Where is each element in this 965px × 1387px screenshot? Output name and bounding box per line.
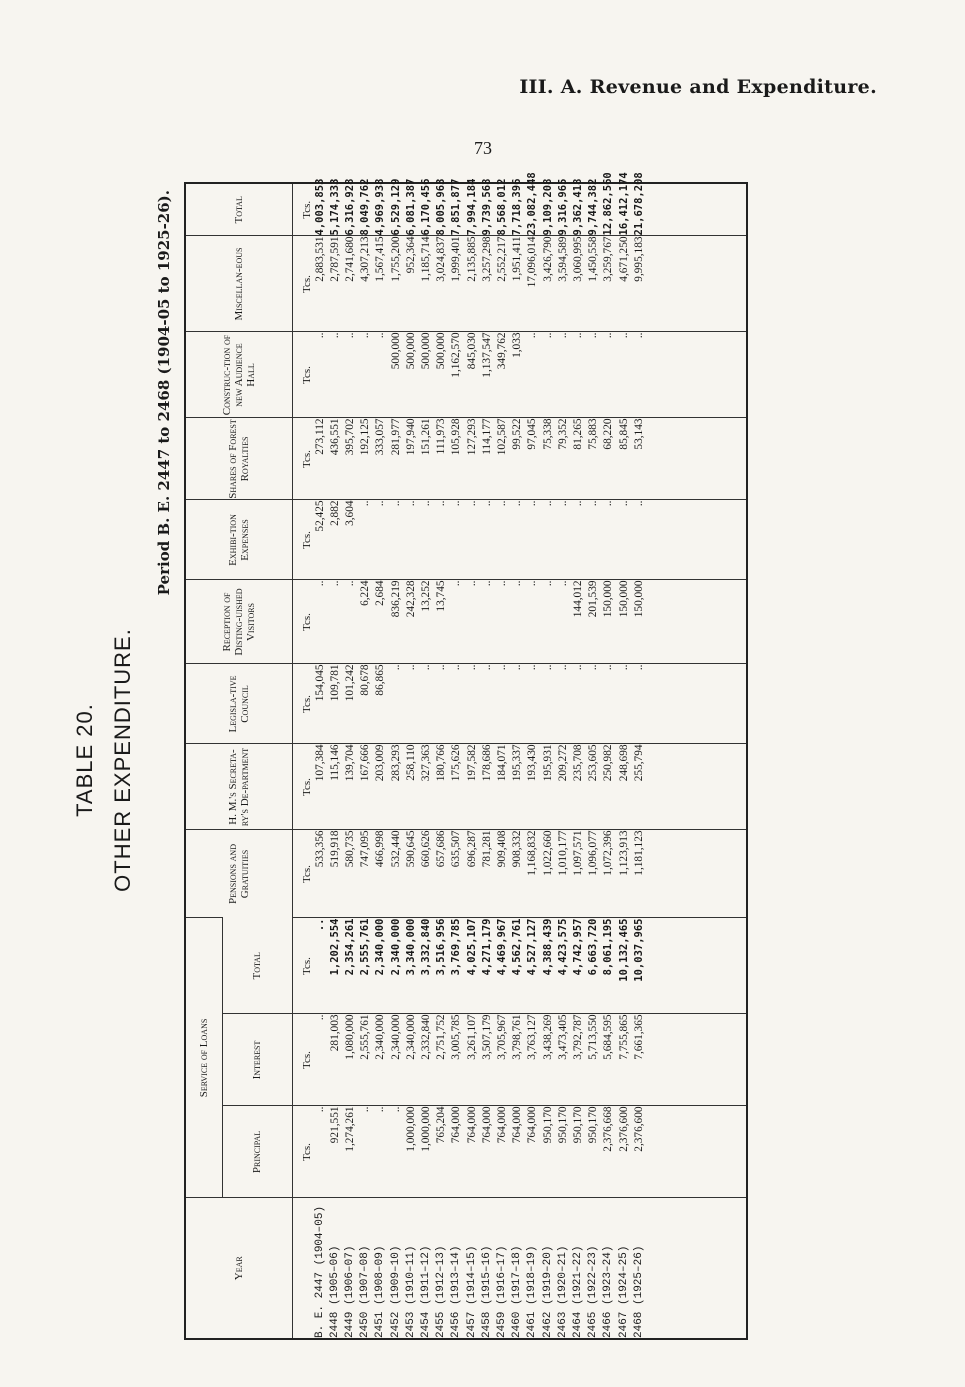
unit-label: Tcs.: [292, 744, 313, 830]
secretary-header: H. M.'s Secreta-ry's De-partment: [186, 744, 292, 830]
table-number: TABLE 20.: [72, 703, 97, 817]
reception-header: Reception of Disting-uished Visitors: [186, 580, 292, 664]
unit-label: Tcs.: [292, 580, 313, 664]
unit-label: Tcs.: [292, 236, 313, 332]
year-values: 2447 (1904–05) 2448 (1905–06) 2449 (1906–07) 2450 (1907–08) 2451 (1908–09) 2452 (1909–10) 2453 (1910–11) 2454 (1911–12) 2455 (1912–13) 2456 (1913–14) 2457 (1914–15) 2458 (1915–16) 2459 (1916–17) 2460 (1917–18) 2461 (1918–19) 2462 (1919–20) 2463 (1920–21) 2464 (1921–22) 2465 (1922–23) 2466 (1923–24) 2467 (1924–25) 2468 (1925–26): [313, 1205, 645, 1338]
unit-label: Tcs.: [292, 500, 313, 580]
table-period: Period B. E. 2447 to 2468 (1904-05 to 1925-26).: [155, 190, 173, 596]
misc-column: 2,883,531 2,787,591 2,741,680 4,307,213 1,567,415 1,755,200 952,364 1,185,714 3,024,837 1,999,401 2,135,885 3,257,298 2,552,217 1,951,411 17,096,014 3,426,790 3,594,589 3,060,995 1,450,558 3,259,767 4,671,250 9,995,183: [313, 236, 747, 332]
principal-column: .. 921,551 1,274,261 .. .. .. 1,000,000 1,000,000 765,204 764,000 764,000 764,000 764,000 764,000 764,000 950,170 950,170 950,170 950,170 2,376,668 2,376,600 2,376,600: [313, 1106, 747, 1198]
unit-label: Tcs.: [292, 332, 313, 418]
unit-label: Tcs.: [292, 830, 313, 918]
audience-hall-column: .. .. .. .. .. 500,000 500,000 500,000 500,000 1,162,570 845,030 1,137,547 349,762 1,033 .. .. .. .. .. .. .. ..: [313, 332, 747, 418]
total-column: 4,003,853 5,174,333 6,316,928 8,049,762 4,969,938 6,529,129 6,081,387 6,170,456 8,005,963 7,851,877 7,994,184 9,739,568 8,568,012 7,718,396 23,082,448 9,109,208 9,316,965 9,362,418 9,744,382 12,862,560 16,412,174 21,678,208: [313, 172, 645, 236]
total-header: Total: [186, 184, 292, 236]
unit-label: Tcs.: [300, 200, 313, 219]
unit-label: Tcs.: [292, 1106, 313, 1198]
exhibition-column: 52,425 2,882 3,604 .. .. .. .. .. .. .. .. .. .. .. .. .. .. .. .. .. .. ..: [313, 500, 747, 580]
secretary-column: 107,384 115,146 139,704 167,666 203,009 283,293 258,110 327,363 180,766 175,626 197,582 178,686 184,071 195,337 193,430 195,931 209,272 235,708 253,605 250,982 248,698 255,794: [313, 744, 747, 830]
year-column: [313, 1198, 747, 1338]
rotated-table-frame: [60, 140, 890, 1340]
section-header: III. A. Revenue and Expenditure.: [519, 76, 877, 98]
exhibition-header: Exhibi-tion Expenses: [186, 500, 292, 580]
unit-label: Tcs.: [292, 418, 313, 500]
misc-header: Miscellan-eous: [186, 236, 292, 332]
interest-header: Interest: [222, 1014, 292, 1106]
interest-column: .. 281,003 1,080,000 2,555,761 2,340,000 2,340,000 2,340,000 2,332,840 2,751,752 3,005,785 3,261,107 3,507,179 3,705,967 3,798,761 3,763,127 3,438,269 3,473,405 3,792,787 5,713,550 5,684,595 7,755,865 7,661,365: [313, 1014, 747, 1106]
table-title: OTHER EXPENDITURE.: [110, 628, 135, 892]
loans-total-header: Total: [222, 918, 292, 1014]
year-header: Year: [186, 1198, 292, 1338]
unit-label: Tcs.: [292, 918, 313, 1014]
reception-column: .. .. .. 6,224 2,684 836,219 242,328 13,252 13,745 .. .. .. .. .. .. .. .. 144,012 201,539 150,000 150,000 150,000: [313, 580, 747, 664]
legislative-column: 154,045 109,781 101,242 80,678 86,865 .. .. .. .. .. .. .. .. .. .. .. .. .. .. .. .. ..: [313, 664, 747, 744]
pensions-header: Pensions and Gratuities: [186, 830, 292, 918]
principal-header: Principal: [222, 1106, 292, 1198]
forest-header: Shares of Forest Royalties: [186, 418, 292, 500]
page-number: 73: [474, 138, 492, 158]
service-of-loans-header: Service of Loans: [186, 918, 222, 1198]
expenditure-table: [184, 172, 748, 1340]
audience-hall-header: Construc-tion of new Audience Hall: [186, 332, 292, 418]
forest-column: 273,112 436,551 395,702 192,125 333,057 281,977 197,940 151,261 111,973 105,928 127,293 114,177 102,587 99,522 97,045 75,338 79,352 81,265 75,883 68,220 85,845 53,143: [313, 418, 747, 500]
be-prefix: B. E.: [313, 1304, 326, 1338]
pensions-column: 533,356 519,918 580,735 747,095 466,998 532,440 590,645 660,626 657,686 635,507 696,287 781,281 909,408 908,332 1,168,832 1,022,660 1,010,177 1,097,571 1,096,077 1,072,396 1,123,913 1,181,123: [313, 830, 747, 918]
unit-label: Tcs.: [292, 1014, 313, 1106]
legislative-header: Legisla-tive Council: [186, 664, 292, 744]
unit-label: Tcs.: [292, 664, 313, 744]
unit-year: [292, 1198, 313, 1338]
loans-total-column: .. 1,202,554 2,354,261 2,555,761 2,340,000 2,340,000 3,340,000 3,332,840 3,516,956 3,769,785 4,025,107 4,271,179 4,469,967 4,562,761 4,527,127 4,388,439 4,423,575 4,742,957 6,663,720 8,061,195 10,132,465 10,037,965: [313, 918, 747, 1014]
